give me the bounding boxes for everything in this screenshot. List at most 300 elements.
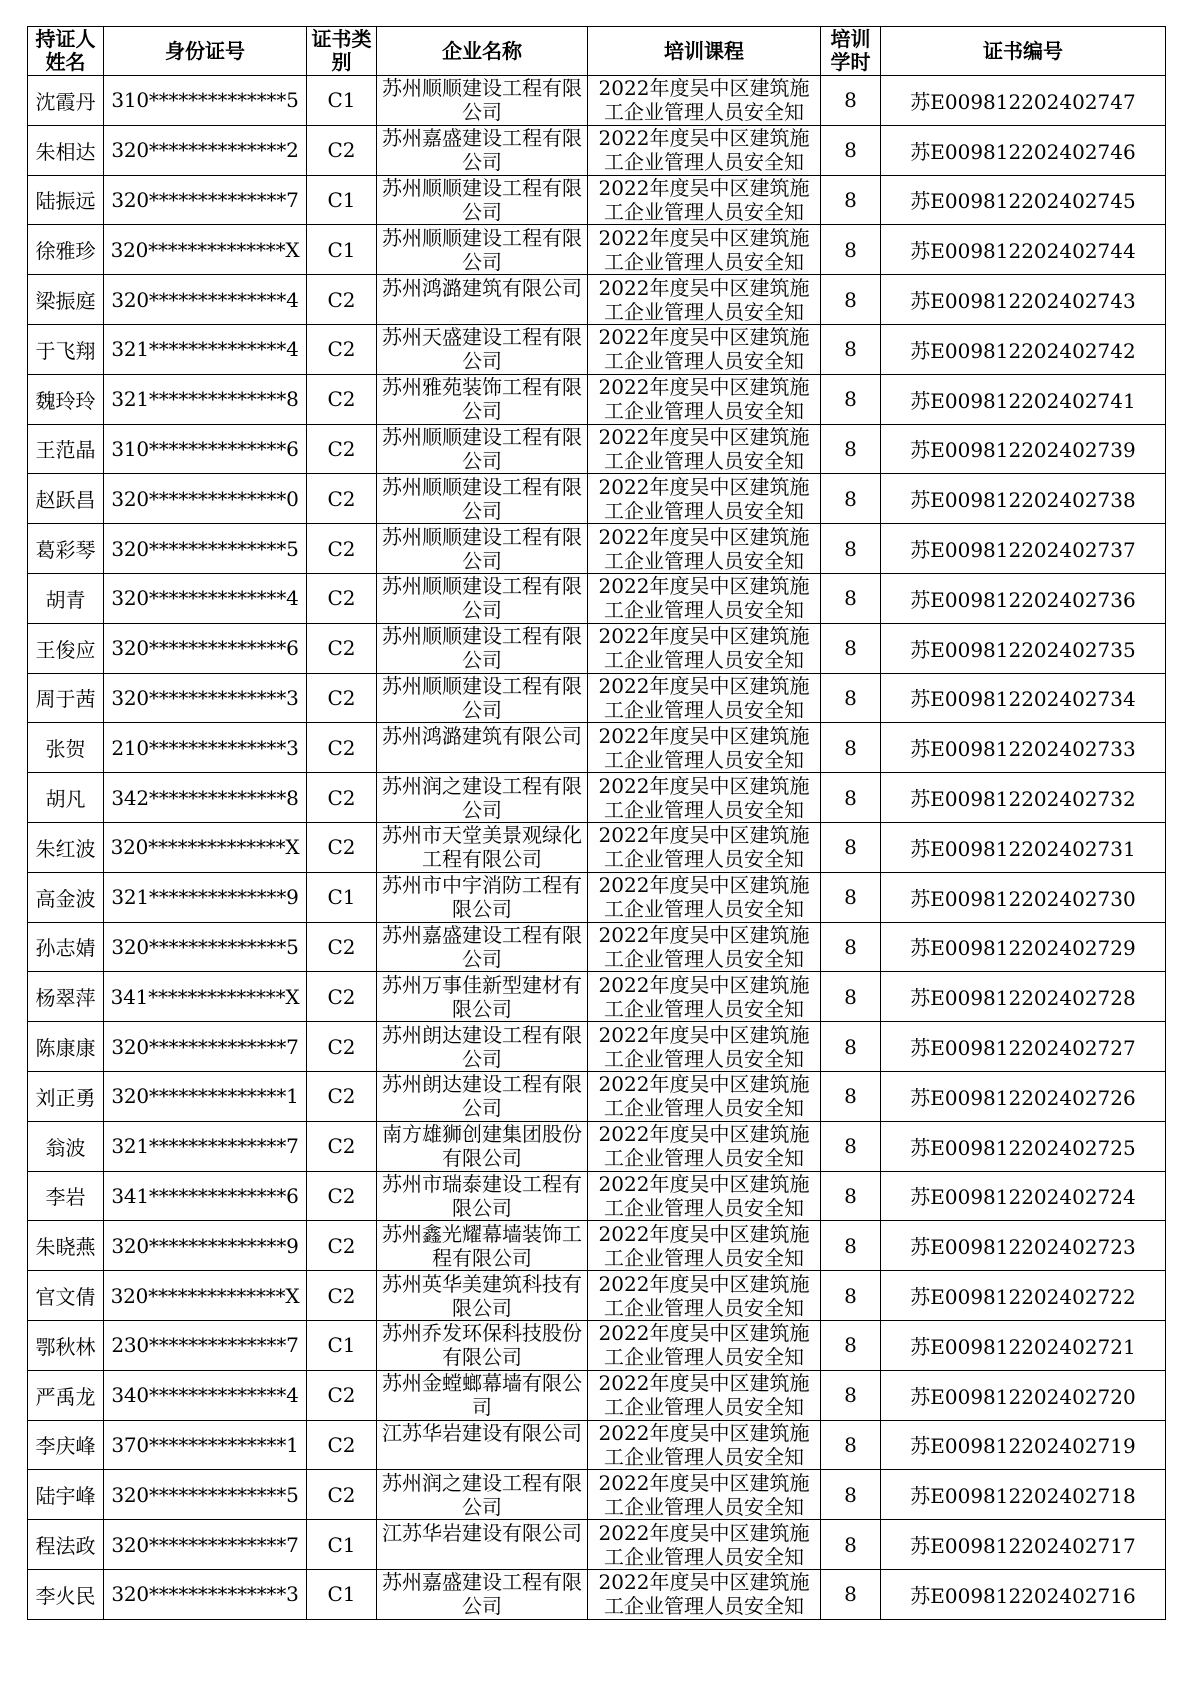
- cell-hours: 8: [821, 1221, 881, 1271]
- cell-name: 严禹龙: [28, 1370, 104, 1420]
- table-row: [28, 1121, 1166, 1171]
- cell-company-text: 苏州顺顺建设工程有限公司: [382, 175, 582, 224]
- cell-company-text: 南方雄狮创建集团股份有限公司: [382, 1122, 582, 1171]
- cell-id: 230**************7: [104, 1320, 307, 1370]
- cell-course: [588, 723, 821, 773]
- cell-course-text: 2022年度吴中区建筑施工企业管理人员安全知: [598, 1570, 810, 1619]
- cell-company: [377, 76, 588, 126]
- cell-hours: 8: [821, 1121, 881, 1171]
- cell-company-text: 苏州市天堂美景观绿化工程有限公司: [382, 823, 582, 872]
- cell-cert-no: 苏E009812202402747: [881, 76, 1166, 126]
- cell-course-text: 2022年度吴中区建筑施工企业管理人员安全知: [598, 424, 810, 473]
- cell-company-text: 苏州顺顺建设工程有限公司: [382, 524, 582, 573]
- cell-cert-type: C2: [307, 1121, 377, 1171]
- table-row: [28, 1171, 1166, 1221]
- cell-id: 321**************9: [104, 872, 307, 922]
- cell-hours: 8: [821, 922, 881, 972]
- certificate-table: [27, 26, 1166, 1620]
- cell-hours: 8: [821, 623, 881, 673]
- cell-company: [377, 1470, 588, 1520]
- cell-course: [588, 573, 821, 623]
- cell-id: 321**************4: [104, 324, 307, 374]
- table-row: [28, 76, 1166, 126]
- cell-id: 341**************X: [104, 972, 307, 1022]
- cell-cert-type: C1: [307, 872, 377, 922]
- cell-cert-no: 苏E009812202402734: [881, 673, 1166, 723]
- cell-hours: 8: [821, 972, 881, 1022]
- cell-cert-type: C2: [307, 1221, 377, 1271]
- cell-cert-no: 苏E009812202402728: [881, 972, 1166, 1022]
- cell-id: 320**************5: [104, 1470, 307, 1520]
- cell-course-text: 2022年度吴中区建筑施工企业管理人员安全知: [598, 1221, 810, 1270]
- header-name: 持证人姓名: [28, 27, 104, 76]
- cell-course: [588, 972, 821, 1022]
- cell-id: 320**************X: [104, 225, 307, 275]
- cell-company-text: 苏州顺顺建设工程有限公司: [382, 424, 582, 473]
- cell-hours: 8: [821, 1470, 881, 1520]
- cell-company: [377, 773, 588, 823]
- cell-course-text: 2022年度吴中区建筑施工企业管理人员安全知: [598, 375, 810, 424]
- cell-course: [588, 76, 821, 126]
- cell-course: [588, 1370, 821, 1420]
- cell-id: 310**************6: [104, 424, 307, 474]
- cell-course-text: 2022年度吴中区建筑施工企业管理人员安全知: [598, 1420, 810, 1469]
- cell-course: [588, 1420, 821, 1470]
- cell-id: 310**************5: [104, 76, 307, 126]
- cell-course: [588, 1520, 821, 1570]
- cell-company-text: 苏州鑫光耀幕墙装饰工程有限公司: [382, 1221, 582, 1270]
- cell-id: 320**************4: [104, 275, 307, 325]
- cell-course-text: 2022年度吴中区建筑施工企业管理人员安全知: [598, 225, 810, 274]
- cell-hours: 8: [821, 1569, 881, 1619]
- cell-course: [588, 275, 821, 325]
- cell-cert-type: C2: [307, 1470, 377, 1520]
- cell-id: 320**************5: [104, 922, 307, 972]
- cell-company-text: 江苏华岩建设有限公司: [382, 1520, 582, 1545]
- cell-cert-type: C2: [307, 972, 377, 1022]
- cell-course: [588, 424, 821, 474]
- cell-hours: 8: [821, 822, 881, 872]
- cell-course: [588, 1121, 821, 1171]
- cell-cert-type: C2: [307, 922, 377, 972]
- header-course: 培训课程: [588, 27, 821, 76]
- cell-company-text: 苏州顺顺建设工程有限公司: [382, 574, 582, 623]
- cell-course: [588, 1221, 821, 1271]
- cell-company: [377, 1071, 588, 1121]
- cell-hours: 8: [821, 524, 881, 574]
- cell-cert-type: C2: [307, 723, 377, 773]
- cell-cert-type: C2: [307, 324, 377, 374]
- table-row: [28, 1520, 1166, 1570]
- cell-cert-no: 苏E009812202402733: [881, 723, 1166, 773]
- cell-company-text: 苏州润之建设工程有限公司: [382, 1470, 582, 1519]
- cell-name: 刘正勇: [28, 1071, 104, 1121]
- cell-company: [377, 474, 588, 524]
- cell-name: 胡青: [28, 573, 104, 623]
- cell-cert-type: C2: [307, 374, 377, 424]
- cell-company: [377, 1370, 588, 1420]
- cell-name: 鄂秋林: [28, 1320, 104, 1370]
- cell-company: [377, 1520, 588, 1570]
- cell-course-text: 2022年度吴中区建筑施工企业管理人员安全知: [598, 524, 810, 573]
- cell-company-text: 苏州天盛建设工程有限公司: [382, 325, 582, 374]
- cell-cert-type: C1: [307, 1320, 377, 1370]
- cell-id: 320**************X: [104, 1271, 307, 1321]
- cell-company-text: 苏州嘉盛建设工程有限公司: [382, 922, 582, 971]
- cell-company-text: 苏州朗达建设工程有限公司: [382, 1072, 582, 1121]
- cell-hours: 8: [821, 773, 881, 823]
- cell-cert-type: C2: [307, 424, 377, 474]
- cell-id: 320**************2: [104, 125, 307, 175]
- cell-company-text: 苏州顺顺建设工程有限公司: [382, 624, 582, 673]
- cell-id: 370**************1: [104, 1420, 307, 1470]
- cell-id: 320**************4: [104, 573, 307, 623]
- table-row: [28, 424, 1166, 474]
- cell-cert-type: C2: [307, 1071, 377, 1121]
- cell-id: 320**************7: [104, 175, 307, 225]
- cell-name: 朱红波: [28, 822, 104, 872]
- cell-cert-no: 苏E009812202402717: [881, 1520, 1166, 1570]
- cell-company-text: 苏州市中宇消防工程有限公司: [382, 873, 582, 922]
- cell-cert-type: C1: [307, 225, 377, 275]
- cell-name: 沈霞丹: [28, 76, 104, 126]
- cell-cert-type: C2: [307, 1420, 377, 1470]
- cell-name: 杨翠萍: [28, 972, 104, 1022]
- cell-name: 张贺: [28, 723, 104, 773]
- cell-id: 320**************9: [104, 1221, 307, 1271]
- cell-course-text: 2022年度吴中区建筑施工企业管理人员安全知: [598, 1122, 810, 1171]
- cell-company-text: 苏州金螳螂幕墙有限公司: [382, 1371, 582, 1420]
- cell-course-text: 2022年度吴中区建筑施工企业管理人员安全知: [598, 1470, 810, 1519]
- cell-cert-no: 苏E009812202402722: [881, 1271, 1166, 1321]
- cell-course: [588, 175, 821, 225]
- table-row: [28, 1221, 1166, 1271]
- cell-company: [377, 573, 588, 623]
- cell-id: 320**************1: [104, 1071, 307, 1121]
- cell-cert-type: C2: [307, 1271, 377, 1321]
- cell-name: 程法政: [28, 1520, 104, 1570]
- cell-company: [377, 125, 588, 175]
- cell-cert-no: 苏E009812202402737: [881, 524, 1166, 574]
- cell-course-text: 2022年度吴中区建筑施工企业管理人员安全知: [598, 1321, 810, 1370]
- table-row: [28, 1071, 1166, 1121]
- cell-course: [588, 125, 821, 175]
- cell-name: 梁振庭: [28, 275, 104, 325]
- cell-name: 陆振远: [28, 175, 104, 225]
- cell-course-text: 2022年度吴中区建筑施工企业管理人员安全知: [598, 773, 810, 822]
- cell-hours: 8: [821, 723, 881, 773]
- cell-cert-no: 苏E009812202402729: [881, 922, 1166, 972]
- cell-cert-no: 苏E009812202402746: [881, 125, 1166, 175]
- cell-company: [377, 374, 588, 424]
- cell-company-text: 苏州嘉盛建设工程有限公司: [382, 126, 582, 175]
- cell-cert-no: 苏E009812202402721: [881, 1320, 1166, 1370]
- cell-course: [588, 1569, 821, 1619]
- table-row: [28, 723, 1166, 773]
- cell-company: [377, 424, 588, 474]
- cell-id: 342**************8: [104, 773, 307, 823]
- cell-company-text: 苏州顺顺建设工程有限公司: [382, 225, 582, 274]
- cell-name: 李庆峰: [28, 1420, 104, 1470]
- cell-hours: 8: [821, 673, 881, 723]
- cell-hours: 8: [821, 76, 881, 126]
- cell-company: [377, 1271, 588, 1321]
- cell-course: [588, 1271, 821, 1321]
- cell-company-text: 苏州市瑞泰建设工程有限公司: [382, 1171, 582, 1220]
- cell-company: [377, 1221, 588, 1271]
- cell-cert-type: C2: [307, 1171, 377, 1221]
- table-row: [28, 872, 1166, 922]
- cell-cert-no: 苏E009812202402716: [881, 1569, 1166, 1619]
- cell-course-text: 2022年度吴中区建筑施工企业管理人员安全知: [598, 972, 810, 1021]
- cell-course-text: 2022年度吴中区建筑施工企业管理人员安全知: [598, 1072, 810, 1121]
- cell-name: 高金波: [28, 872, 104, 922]
- cell-id: 320**************6: [104, 623, 307, 673]
- table-row: [28, 324, 1166, 374]
- cell-hours: 8: [821, 125, 881, 175]
- cell-id: 320**************3: [104, 673, 307, 723]
- cell-course: [588, 822, 821, 872]
- cell-cert-type: C2: [307, 524, 377, 574]
- cell-name: 朱晓燕: [28, 1221, 104, 1271]
- table-row: [28, 225, 1166, 275]
- cell-cert-no: 苏E009812202402732: [881, 773, 1166, 823]
- header-company: 企业名称: [377, 27, 588, 76]
- cell-name: 孙志婧: [28, 922, 104, 972]
- cell-course-text: 2022年度吴中区建筑施工企业管理人员安全知: [598, 275, 810, 324]
- cell-cert-no: 苏E009812202402719: [881, 1420, 1166, 1470]
- header-id: 身份证号: [104, 27, 307, 76]
- cell-company: [377, 723, 588, 773]
- cell-id: 340**************4: [104, 1370, 307, 1420]
- cell-cert-no: 苏E009812202402745: [881, 175, 1166, 225]
- table-row: [28, 125, 1166, 175]
- cell-company: [377, 872, 588, 922]
- cell-hours: 8: [821, 474, 881, 524]
- cell-company: [377, 822, 588, 872]
- cell-id: 320**************X: [104, 822, 307, 872]
- cell-course: [588, 1470, 821, 1520]
- table-row: [28, 275, 1166, 325]
- cell-hours: 8: [821, 1420, 881, 1470]
- cell-course: [588, 324, 821, 374]
- cell-hours: 8: [821, 1171, 881, 1221]
- header-cert-type: 证书类别: [307, 27, 377, 76]
- cell-course-text: 2022年度吴中区建筑施工企业管理人员安全知: [598, 1520, 810, 1569]
- cell-course-text: 2022年度吴中区建筑施工企业管理人员安全知: [598, 126, 810, 175]
- cell-company-text: 苏州乔发环保科技股份有限公司: [382, 1321, 582, 1370]
- cell-company: [377, 1569, 588, 1619]
- header-hours: 培训学时: [821, 27, 881, 76]
- cell-course-text: 2022年度吴中区建筑施工企业管理人员安全知: [598, 1271, 810, 1320]
- cell-cert-type: C2: [307, 474, 377, 524]
- table-row: [28, 773, 1166, 823]
- cell-course-text: 2022年度吴中区建筑施工企业管理人员安全知: [598, 673, 810, 722]
- cell-cert-type: C2: [307, 275, 377, 325]
- cell-id: 320**************0: [104, 474, 307, 524]
- cell-cert-type: C2: [307, 573, 377, 623]
- cell-company: [377, 922, 588, 972]
- cell-cert-no: 苏E009812202402723: [881, 1221, 1166, 1271]
- cell-course-text: 2022年度吴中区建筑施工企业管理人员安全知: [598, 624, 810, 673]
- cell-course: [588, 623, 821, 673]
- table-row: [28, 524, 1166, 574]
- cell-cert-no: 苏E009812202402741: [881, 374, 1166, 424]
- cell-company-text: 苏州顺顺建设工程有限公司: [382, 76, 582, 125]
- cell-company: [377, 524, 588, 574]
- cell-name: 王范晶: [28, 424, 104, 474]
- header-row: [28, 27, 1166, 76]
- cell-name: 翁波: [28, 1121, 104, 1171]
- cell-course: [588, 524, 821, 574]
- cell-course: [588, 225, 821, 275]
- cell-company-text: 苏州朗达建设工程有限公司: [382, 1022, 582, 1071]
- table-row: [28, 175, 1166, 225]
- cell-cert-no: 苏E009812202402727: [881, 1022, 1166, 1072]
- cell-course: [588, 374, 821, 424]
- cell-company: [377, 1320, 588, 1370]
- cell-hours: 8: [821, 374, 881, 424]
- cell-company-text: 苏州万事佳新型建材有限公司: [382, 972, 582, 1021]
- table-row: [28, 1569, 1166, 1619]
- cell-cert-no: 苏E009812202402725: [881, 1121, 1166, 1171]
- cell-hours: 8: [821, 573, 881, 623]
- cell-company-text: 苏州顺顺建设工程有限公司: [382, 673, 582, 722]
- table-row: [28, 374, 1166, 424]
- cell-cert-no: 苏E009812202402724: [881, 1171, 1166, 1221]
- cell-cert-type: C1: [307, 1520, 377, 1570]
- table-row: [28, 1420, 1166, 1470]
- cell-company-text: 江苏华岩建设有限公司: [382, 1420, 582, 1445]
- cell-company-text: 苏州嘉盛建设工程有限公司: [382, 1570, 582, 1619]
- cell-name: 王俊应: [28, 623, 104, 673]
- cell-course-text: 2022年度吴中区建筑施工企业管理人员安全知: [598, 922, 810, 971]
- cell-name: 于飞翔: [28, 324, 104, 374]
- cell-company-text: 苏州润之建设工程有限公司: [382, 773, 582, 822]
- table-header: [28, 27, 1166, 76]
- cell-company: [377, 275, 588, 325]
- table-row: [28, 1271, 1166, 1321]
- cell-course: [588, 872, 821, 922]
- cell-name: 胡凡: [28, 773, 104, 823]
- cell-company: [377, 1022, 588, 1072]
- cell-hours: 8: [821, 424, 881, 474]
- cell-cert-type: C2: [307, 1022, 377, 1072]
- cell-name: 魏玲玲: [28, 374, 104, 424]
- cell-cert-type: C1: [307, 76, 377, 126]
- cell-cert-no: 苏E009812202402730: [881, 872, 1166, 922]
- cell-cert-no: 苏E009812202402731: [881, 822, 1166, 872]
- cell-course-text: 2022年度吴中区建筑施工企业管理人员安全知: [598, 723, 810, 772]
- cell-cert-type: C2: [307, 773, 377, 823]
- cell-cert-no: 苏E009812202402735: [881, 623, 1166, 673]
- cell-company: [377, 175, 588, 225]
- cell-course-text: 2022年度吴中区建筑施工企业管理人员安全知: [598, 1171, 810, 1220]
- cell-course: [588, 474, 821, 524]
- cell-course-text: 2022年度吴中区建筑施工企业管理人员安全知: [598, 1371, 810, 1420]
- cell-course-text: 2022年度吴中区建筑施工企业管理人员安全知: [598, 76, 810, 125]
- cell-hours: 8: [821, 1370, 881, 1420]
- table-row: [28, 822, 1166, 872]
- table-row: [28, 673, 1166, 723]
- cell-id: 210**************3: [104, 723, 307, 773]
- cell-company: [377, 972, 588, 1022]
- cell-hours: 8: [821, 1520, 881, 1570]
- cell-id: 320**************7: [104, 1022, 307, 1072]
- cell-name: 周于茜: [28, 673, 104, 723]
- cell-company: [377, 225, 588, 275]
- cell-hours: 8: [821, 324, 881, 374]
- cell-name: 陆宇峰: [28, 1470, 104, 1520]
- header-cert-no: 证书编号: [881, 27, 1166, 76]
- cell-name: 赵跃昌: [28, 474, 104, 524]
- cell-cert-no: 苏E009812202402726: [881, 1071, 1166, 1121]
- table-row: [28, 573, 1166, 623]
- cell-course: [588, 773, 821, 823]
- cell-hours: 8: [821, 225, 881, 275]
- cell-hours: 8: [821, 1320, 881, 1370]
- cell-course-text: 2022年度吴中区建筑施工企业管理人员安全知: [598, 574, 810, 623]
- cell-cert-no: 苏E009812202402744: [881, 225, 1166, 275]
- cell-id: 320**************7: [104, 1520, 307, 1570]
- cell-course-text: 2022年度吴中区建筑施工企业管理人员安全知: [598, 823, 810, 872]
- cell-course: [588, 1171, 821, 1221]
- cell-course: [588, 1022, 821, 1072]
- cell-company: [377, 673, 588, 723]
- cell-company: [377, 1420, 588, 1470]
- cell-course-text: 2022年度吴中区建筑施工企业管理人员安全知: [598, 1022, 810, 1071]
- cell-hours: 8: [821, 872, 881, 922]
- cell-id: 320**************3: [104, 1569, 307, 1619]
- cell-name: 官文倩: [28, 1271, 104, 1321]
- cell-cert-type: C1: [307, 1569, 377, 1619]
- cell-cert-type: C2: [307, 125, 377, 175]
- cell-name: 徐雅珍: [28, 225, 104, 275]
- cell-name: 葛彩琴: [28, 524, 104, 574]
- cell-hours: 8: [821, 1022, 881, 1072]
- cell-hours: 8: [821, 1071, 881, 1121]
- cell-course-text: 2022年度吴中区建筑施工企业管理人员安全知: [598, 873, 810, 922]
- table-body: [28, 76, 1166, 1620]
- cell-cert-type: C2: [307, 822, 377, 872]
- cell-name: 李火民: [28, 1569, 104, 1619]
- cell-course-text: 2022年度吴中区建筑施工企业管理人员安全知: [598, 325, 810, 374]
- cell-company-text: 苏州英华美建筑科技有限公司: [382, 1271, 582, 1320]
- cell-id: 320**************5: [104, 524, 307, 574]
- cell-hours: 8: [821, 275, 881, 325]
- cell-cert-type: C2: [307, 623, 377, 673]
- cell-company-text: 苏州顺顺建设工程有限公司: [382, 474, 582, 523]
- cell-cert-type: C2: [307, 673, 377, 723]
- cell-company: [377, 324, 588, 374]
- cell-name: 朱相达: [28, 125, 104, 175]
- table-row: [28, 922, 1166, 972]
- table-row: [28, 623, 1166, 673]
- cell-id: 321**************8: [104, 374, 307, 424]
- cell-hours: 8: [821, 175, 881, 225]
- cell-course: [588, 1071, 821, 1121]
- cell-name: 李岩: [28, 1171, 104, 1221]
- cell-course: [588, 1320, 821, 1370]
- table-row: [28, 1320, 1166, 1370]
- cell-company-text: 苏州鸿潞建筑有限公司: [382, 723, 582, 748]
- table-row: [28, 1022, 1166, 1072]
- cell-id: 321**************7: [104, 1121, 307, 1171]
- cell-cert-type: C2: [307, 1370, 377, 1420]
- cell-company-text: 苏州鸿潞建筑有限公司: [382, 275, 582, 300]
- cell-cert-no: 苏E009812202402743: [881, 275, 1166, 325]
- cell-cert-no: 苏E009812202402736: [881, 573, 1166, 623]
